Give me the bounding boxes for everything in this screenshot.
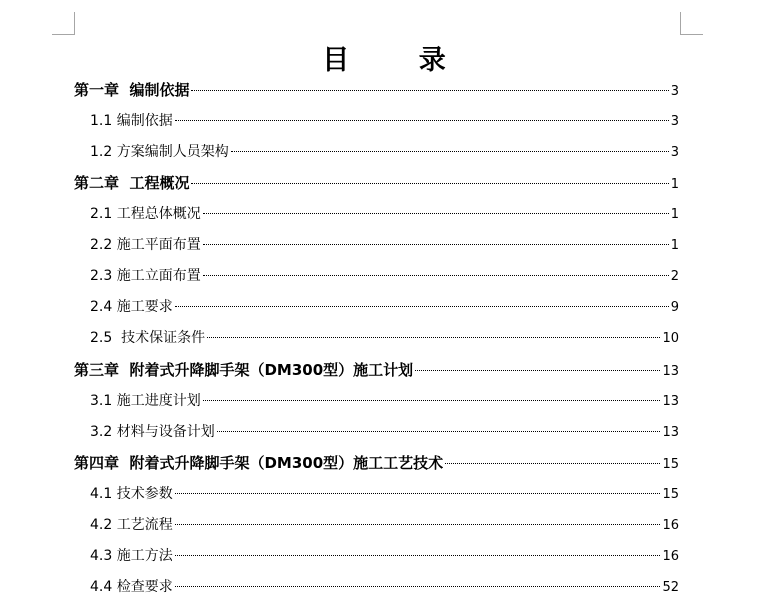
toc-entry-page-number: 1 — [670, 207, 679, 222]
toc-section-entry[interactable] — [90, 233, 679, 257]
toc-section-entry[interactable] — [90, 389, 679, 413]
toc-section-entry[interactable] — [90, 575, 679, 599]
margin-corner-top-right — [680, 12, 703, 35]
toc-dot-leader — [175, 555, 661, 556]
toc-entry-page-number: 10 — [662, 331, 679, 346]
toc-dot-leader — [207, 337, 660, 338]
toc-entry-page-number: 1 — [670, 238, 679, 253]
toc-entry-page-number: 13 — [662, 364, 679, 379]
toc-dot-leader — [175, 120, 669, 121]
toc-entry-label: 2.4 施工要求 — [90, 299, 173, 315]
toc-entry-label: 2.2 施工平面布置 — [90, 237, 201, 253]
toc-dot-leader — [203, 400, 661, 401]
toc-entry-label: 1.2 方案编制人员架构 — [90, 144, 229, 160]
toc-dot-leader — [191, 90, 668, 91]
toc-entry-label: 2.5 技术保证条件 — [90, 330, 206, 346]
toc-entry-page-number: 9 — [670, 300, 679, 315]
toc-entry-label: 3.1 施工进度计划 — [90, 393, 201, 409]
toc-section-entry[interactable] — [90, 513, 679, 537]
toc-section-entry[interactable] — [90, 264, 679, 288]
toc-section-entry[interactable] — [90, 482, 679, 506]
toc-entry-page-number: 2 — [670, 269, 679, 284]
toc-entry-label: 4.1 技术参数 — [90, 486, 173, 502]
toc-entry-page-number: 13 — [662, 425, 679, 440]
toc-dot-leader — [191, 183, 668, 184]
toc-entry-page-number: 16 — [662, 549, 679, 564]
toc-entry-label: 第四章 附着式升降脚手架（DM300型）施工工艺技术 — [74, 454, 444, 472]
toc-dot-leader — [175, 493, 661, 494]
toc-entry-page-number: 1 — [670, 177, 679, 192]
toc-entry-label: 第二章 工程概况 — [74, 174, 190, 192]
toc-entry-label: 第一章 编制依据 — [74, 81, 190, 99]
toc-dot-leader — [203, 244, 669, 245]
toc-entry-label: 4.2 工艺流程 — [90, 517, 173, 533]
toc-entry-label: 4.3 施工方法 — [90, 548, 173, 564]
toc-entry-page-number: 15 — [662, 457, 679, 472]
toc-entry-label: 1.1 编制依据 — [90, 113, 173, 129]
toc-entry-label: 2.1 工程总体概况 — [90, 206, 201, 222]
toc-section-entry[interactable] — [90, 202, 679, 226]
toc-title: 目 录 — [322, 45, 476, 76]
toc-dot-leader — [217, 431, 661, 432]
toc-entry-page-number: 13 — [662, 394, 679, 409]
toc-entry-label: 4.4 检查要求 — [90, 579, 173, 595]
toc-section-entry[interactable] — [90, 140, 679, 164]
toc-section-entry[interactable] — [90, 109, 679, 133]
toc-entry-page-number: 3 — [670, 145, 679, 160]
toc-entry-label: 2.3 施工立面布置 — [90, 268, 201, 284]
toc-section-entry[interactable] — [90, 420, 679, 444]
toc-entry-page-number: 15 — [662, 487, 679, 502]
toc-chapter-entry[interactable] — [74, 358, 679, 382]
toc-chapter-entry[interactable] — [74, 171, 679, 195]
toc-dot-leader — [415, 370, 660, 371]
toc-entry-page-number: 3 — [670, 114, 679, 129]
toc-section-entry[interactable] — [90, 326, 679, 350]
toc-chapter-entry[interactable] — [74, 451, 679, 475]
toc-section-entry[interactable] — [90, 544, 679, 568]
toc-chapter-entry[interactable] — [74, 78, 679, 102]
toc-dot-leader — [175, 306, 669, 307]
toc-entry-label: 第三章 附着式升降脚手架（DM300型）施工计划 — [74, 361, 414, 379]
toc-dot-leader — [175, 586, 661, 587]
toc-dot-leader — [203, 275, 669, 276]
toc-dot-leader — [445, 463, 660, 464]
toc-entry-page-number: 52 — [662, 580, 679, 595]
toc-entry-page-number: 3 — [670, 84, 679, 99]
toc-section-entry[interactable] — [90, 295, 679, 319]
toc-dot-leader — [203, 213, 669, 214]
toc-dot-leader — [175, 524, 661, 525]
toc-entry-label: 3.2 材料与设备计划 — [90, 424, 215, 440]
toc-entry-page-number: 16 — [662, 518, 679, 533]
margin-corner-top-left — [52, 12, 75, 35]
toc-dot-leader — [231, 151, 669, 152]
